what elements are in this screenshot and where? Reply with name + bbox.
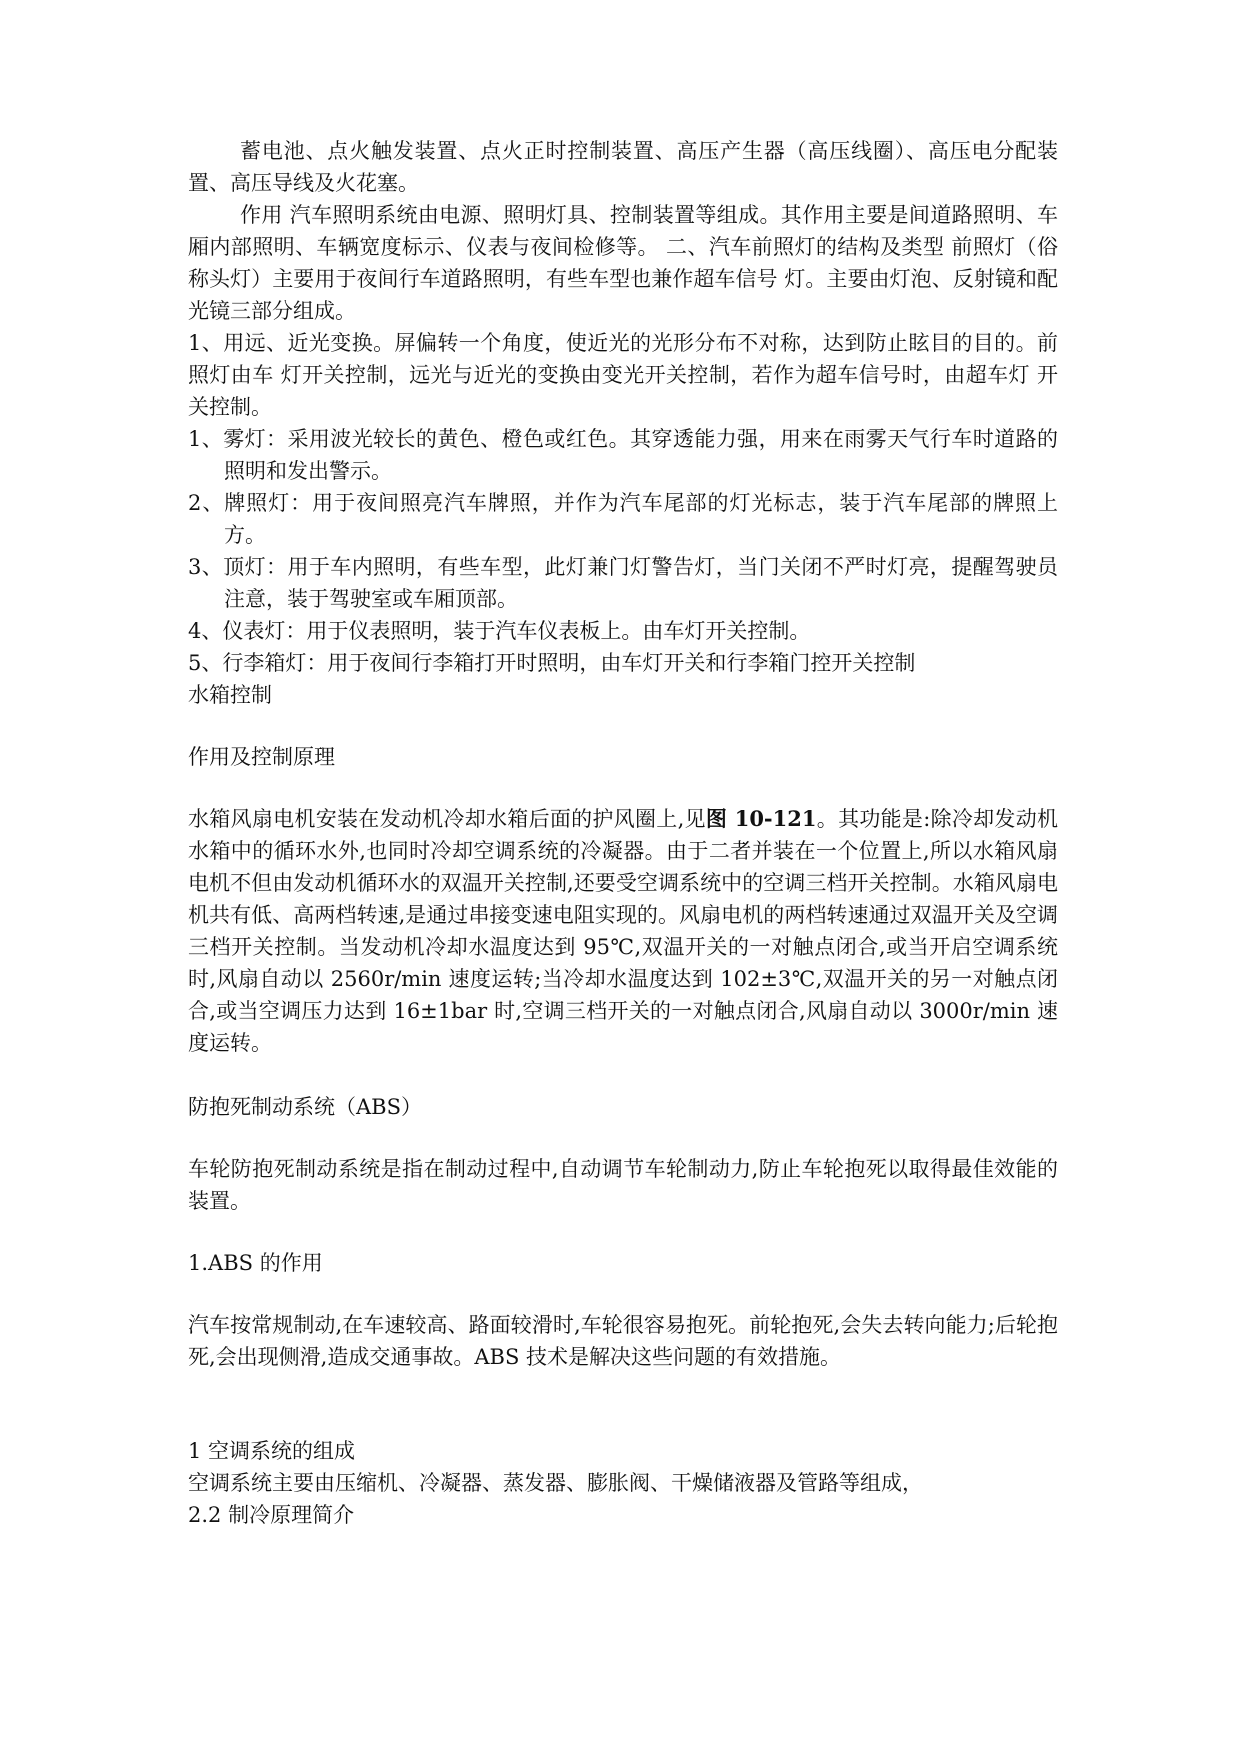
radiator-title: 水箱控制 (188, 683, 272, 707)
radiator-body-start: 水箱风扇电机安装在发动机冷却水箱后面的护风圈上,见 (188, 807, 706, 831)
intro-paragraph-lighting: 作用 汽车照明系统由电源、照明灯具、控制装置等组成。其作用主要是间道路照明、车厢内部照明、车辆宽度标示、仪表与夜间检修等。 二、汽车前照灯的结构及类型 前照灯（俗称头灯）主要用于夜间行车道路照明，有些车型也兼作超车信号 灯。主要由灯泡、反射镜和配光镜三部分组成。 (188, 203, 1058, 323)
list-item-plate-lamp: 2、牌照灯：用于夜间照亮汽车牌照，并作为汽车尾部的灯光标志，装于汽车尾部的牌照上方。 (188, 491, 1058, 547)
list-item-trunk-lamp: 5、行李箱灯：用于夜间行李箱打开时照明，由车灯开关和行李箱门控开关控制 (188, 651, 916, 675)
abs-definition: 车轮防抱死制动系统是指在制动过程中,自动调节车轮制动力,防止车轮抱死以取得最佳效能的装置。 (188, 1157, 1058, 1213)
aircon-composition: 空调系统主要由压缩机、冷凝器、蒸发器、膨胀阀、干燥储液器及管路等组成， (188, 1471, 923, 1495)
list-item-fog-lamp: 1、雾灯：采用波光较长的黄色、橙色或红色。其穿透能力强，用来在雨雾天气行车时道路的照明和发出警示。 (188, 427, 1058, 483)
abs-title: 防抱死制动系统（ABS） (188, 1095, 422, 1119)
abs-section-body: 汽车按常规制动,在车速较高、路面较滑时,车轮很容易抱死。前轮抱死,会失去转向能力;后轮抱死,会出现侧滑,造成交通事故。ABS 技术是解决这些问题的有效措施。 (188, 1313, 1058, 1369)
radiator-body-end: 。其功能是:除冷却发动机水箱中的循环水外,也同时冷却空调系统的冷凝器。由于二者并装在一个位置上,所以水箱风扇电机不但由发动机循环水的双温开关控制,还要受空调系统中的空调三档开关控制。水箱风扇电机共有低、高两档转速,是通过串接变速电阻实现的。风扇电机的两档转速通过双温开关及空调三档开关控制。当发动机冷却水温度达到 95℃,双温开关的一对触点闭合,或当开启空调系统时,风扇自动以 2560r/min 速度运转;当冷却水温度达到 102±3℃,双温开关的另一对触点闭合,或当空调压力达到 16±1bar 时,空调三档开关的一对触点闭合,风扇自动以 3000r/min 速度运转。 (188, 807, 1059, 1055)
radiator-paragraph (188, 803, 1058, 1059)
list-item-dome-lamp: 3、顶灯：用于车内照明，有些车型，此灯兼门灯警告灯，当门关闭不严时灯亮，提醒驾驶员注意，装于驾驶室或车厢顶部。 (188, 555, 1058, 611)
list-item-instrument-lamp: 4、仪表灯：用于仪表照明，装于汽车仪表板上。由车灯开关控制。 (188, 619, 811, 643)
abs-section-title: 1.ABS 的作用 (188, 1251, 323, 1275)
intro-paragraph-ignition: 蓄电池、点火触发装置、点火正时控制装置、高压产生器（高压线圈）、高压电分配装置、高压导线及火花塞。 (188, 139, 1058, 195)
figure-reference: 图 10-121 (705, 806, 817, 831)
refrigeration-section-title: 2.2 制冷原理简介 (188, 1503, 355, 1527)
aircon-section-title: 1 空调系统的组成 (188, 1439, 356, 1463)
radiator-subtitle: 作用及控制原理 (188, 745, 335, 769)
intro-paragraph-headlamp: 1、用远、近光变换。屏偏转一个角度，使近光的光形分布不对称，达到防止眩目的目的。前照灯由车 灯开关控制，远光与近光的变换由变光开关控制，若作为超车信号时，由超车灯 开关控制。 (188, 331, 1058, 419)
